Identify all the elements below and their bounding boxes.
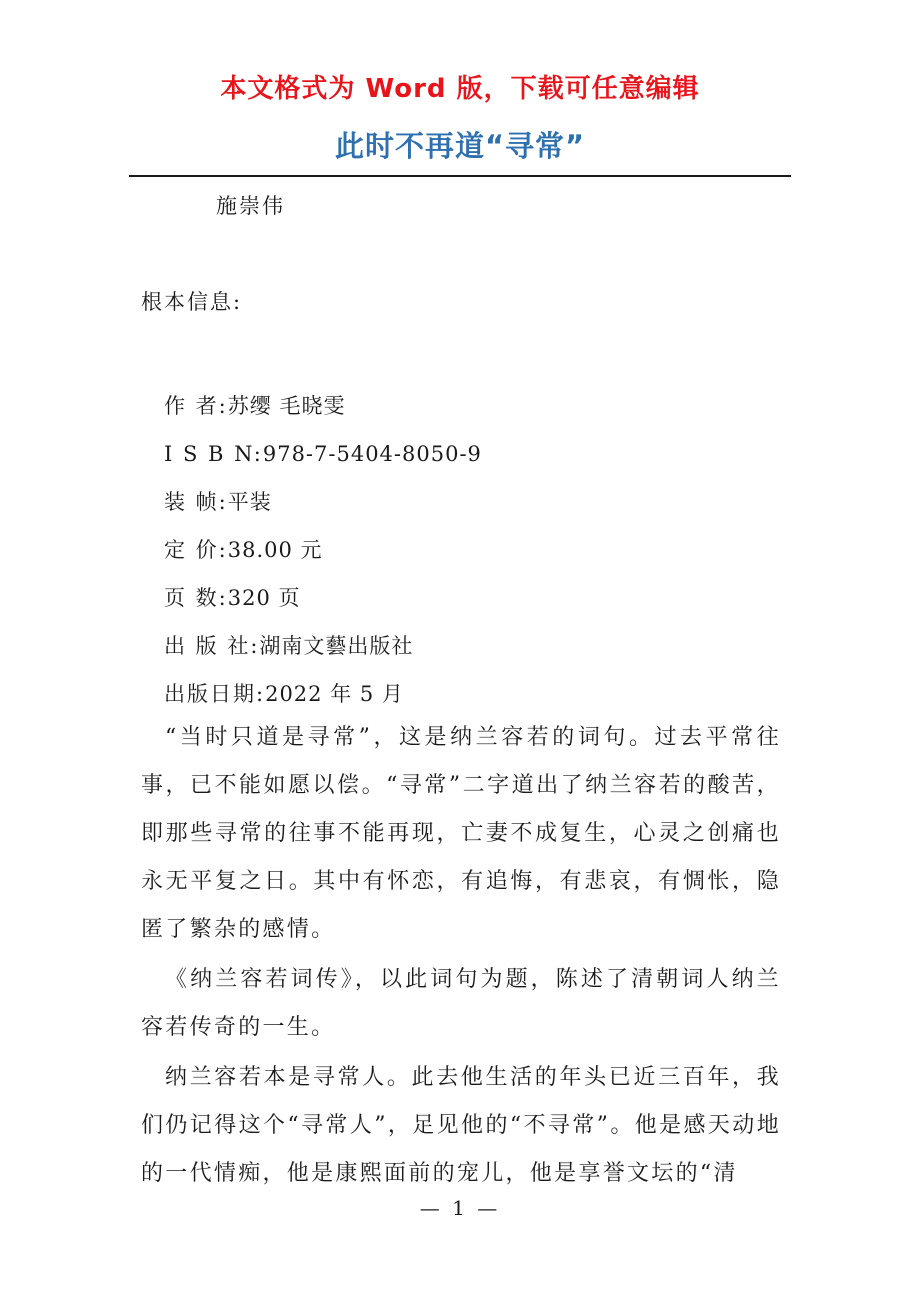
info-key: 装 帧: — [164, 490, 228, 514]
info-value: 320 页 — [227, 586, 301, 610]
info-key: 出 版 社: — [164, 634, 260, 658]
info-value: 38.00 元 — [227, 538, 323, 562]
info-value: 2022 年 5 月 — [265, 682, 404, 706]
article-body — [141, 714, 781, 1198]
info-key: 出版日期: — [164, 682, 266, 706]
info-key: 作 者: — [164, 394, 228, 418]
info-row-price — [164, 526, 482, 574]
info-row-publisher — [164, 622, 482, 670]
title-divider — [129, 175, 791, 177]
info-value: 平装 — [227, 490, 272, 514]
info-row-author — [164, 382, 482, 430]
page-title: 此时不再道“寻常” — [334, 129, 586, 163]
download-banner: 本文格式为 Word 版，下载可任意编辑 — [220, 74, 700, 104]
book-info-list — [164, 382, 482, 718]
paragraph: 《纳兰容若词传》，以此词句为题，陈述了清朝词人纳兰容若传奇的一生。 — [141, 967, 781, 1040]
info-row-publish-date — [164, 670, 482, 718]
info-value: 978-7-5404-8050-9 — [262, 442, 482, 466]
info-key: 定 价: — [164, 538, 228, 562]
info-section-label: 根本信息: — [141, 290, 243, 314]
info-row-binding — [164, 478, 482, 526]
info-value: 湖南文藝出版社 — [259, 634, 414, 658]
info-row-isbn — [164, 430, 482, 478]
info-value: 苏缨 毛晓雯 — [227, 394, 346, 418]
page-number: — 1 — — [419, 1196, 501, 1220]
paragraph: 纳兰容若本是寻常人。此去他生活的年头已近三百年，我们仍记得这个“寻常人”，足见他的“不寻常”。他是感天动地的一代情痴，他是康熙面前的宠儿，他是享誉文坛的“清 — [141, 1065, 781, 1186]
info-key: 页 数: — [164, 586, 228, 610]
info-row-pages — [164, 574, 482, 622]
info-key: I S B N: — [164, 442, 263, 466]
author-name: 施崇伟 — [216, 194, 285, 218]
paragraph: “当时只道是寻常”，这是纳兰容若的词句。过去平常往事，已不能如愿以偿。“寻常”二字道出了纳兰容若的酸苦，即那些寻常的往事不能再现，亡妻不成复生，心灵之创痛也永无平复之日。其中有怀恋，有追悔，有悲哀，有惆怅，隐匿了繁杂的感情。 — [141, 725, 781, 942]
